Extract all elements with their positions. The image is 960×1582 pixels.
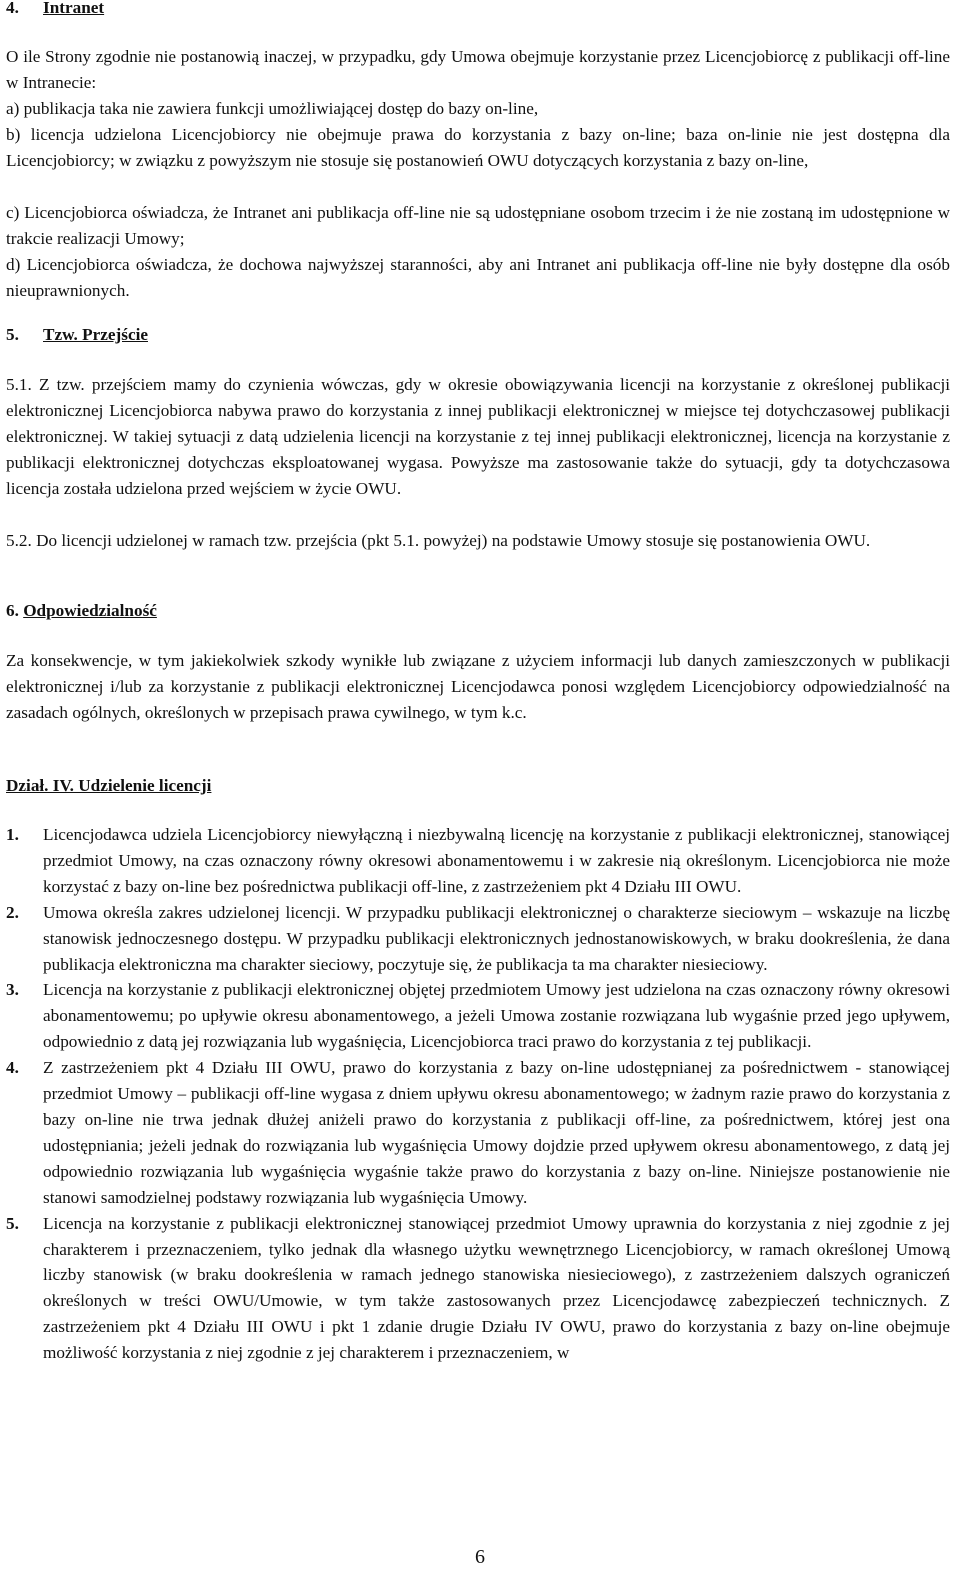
section-5-heading: [6, 322, 950, 348]
division-4-list: [6, 822, 950, 1366]
list-item: [6, 1211, 950, 1366]
list-item: [6, 1055, 950, 1210]
list-item-number: 4.: [6, 1058, 19, 1078]
section-4-number: 4.: [6, 0, 19, 17]
section-4-title: Intranet: [43, 0, 105, 17]
section-4-item-c: c) Licencjobiorca oświadcza, że Intranet ani publikacja off-line nie są udostępniane osobom trzecim i że nie zostaną im udostępnione w trakcie realizacji Umowy;: [6, 203, 950, 248]
list-item-number: 5.: [6, 1213, 19, 1233]
section-5-1-paragraph: 5.1. Z tzw. przejściem mamy do czynienia wówczas, gdy w okresie obowiązywania licencji na korzystanie z określonej publikacji elektronicznej Licencjobiorca nabywa prawo do korzystania z innej publikacji elektronicznej w miejsce tej dotychczasowej publikacji elektronicznej. W takiej sytuacji z datą udzielenia licencji na korzystanie z tej innej publikacji elektronicznej, licencja na korzystanie z publikacji elektronicznej dotychczas eksploatowanej wygasa. Powyższe ma zastosowanie także do sytuacji, gdy ta dotychczasowa licencja została udzielona przed wejściem w życie OWU.: [6, 375, 950, 498]
list-item: [6, 822, 950, 900]
list-item-number: 2.: [6, 902, 19, 922]
page-number: 6: [475, 1546, 485, 1568]
section-6-heading: [6, 598, 950, 624]
division-4-title: Dział. IV. Udzielenie licencji: [6, 776, 212, 795]
list-item-text: Umowa określa zakres udzielonej licencji. W przypadku publikacji elektronicznej o charakterze sieciowym – wskazuje na liczbę stanowisk jednoczesnego dostępu. W przypadku publikacji elektronicznych jednostanowiskowych, w braku dookreślenia, że dana publikacja elektroniczna ma charakter sieciowy, poczytuje się, że publikacja ta ma charakter niesieciowy.: [43, 902, 950, 974]
division-4-heading: [6, 773, 950, 799]
section-6-number: 6.: [6, 601, 19, 620]
list-item-number: 1.: [6, 825, 19, 844]
list-item-text: Licencjodawca udziela Licencjobiorcy niewyłączną i niezbywalną licencję na korzystanie z publikacji elektronicznej, stanowiącej przedmiot Umowy, na czas oznaczony równy okresowi abonamentowemu i w zakresie nią określonym. Licencjobiorca nie może korzystać z bazy on-line bez pośrednictwa publikacji off-line, z zastrzeżeniem pkt 4 Działu III OWU.: [43, 825, 950, 896]
section-5-2-paragraph: 5.2. Do licencji udzielonej w ramach tzw. przejścia (pkt 5.1. powyżej) na podstawie Umowy stosuje się postanowienia OWU.: [6, 531, 871, 550]
list-item-text: Licencja na korzystanie z publikacji elektronicznej stanowiącej przedmiot Umowy uprawnia do korzystania z niej zgodnie z jej charakterem i przeznaczeniem, tylko jednak dla własnego użytku wewnętrznego Licencjobiorcy, w ramach określonej Umową liczby stanowisk (w braku dookreślenia w ramach jednego stanowiska niesieciowego), z zastrzeżeniem dalszych ograniczeń określonych w treści OWU/Umowie, w tym także zastosowanych przez Licencjodawcę zabezpieczeń technicznych. Z zastrzeżeniem pkt 4 Działu III OWU i pkt 1 zdanie drugie Działu IV OWU, prawo do korzystania z bazy on-line obejmuje możliwość korzystania z niej zgodnie z jej charakterem i przeznaczeniem, w: [43, 1213, 950, 1363]
section-5-number: 5.: [6, 325, 19, 344]
list-item-number: 3.: [6, 980, 19, 1000]
section-4-paragraph: O ile Strony zgodnie nie postanowią inaczej, w przypadku, gdy Umowa obejmuje korzystanie przez Licencjobiorcę z publikacji off-line w Intranecie:: [6, 47, 950, 92]
list-item: [6, 977, 950, 1055]
list-item-text: Z zastrzeżeniem pkt 4 Działu III OWU, prawo do korzystania z bazy on-line udostępnianej za pośrednictwem - stanowiącej przedmiot Umowy – publikacji off-line wygasa z dniem upływu okresu abonamentowego; w żadnym razie prawo do korzystania z bazy on-line nie trwa jednak dłużej aniżeli prawo do korzystania z publikacji off-line, za pośrednictwem, której jest ona udostępniania; jeżeli jednak do rozwiązania lub wygaśnięcia Umowy dojdzie przed upływem okresu abonamentowego, z datą jej odpowiednio rozwiązania lub wygaśnięcia wygaśnie także prawo do korzystania z bazy on-line. Niniejsze postanowienie nie stanowi samodzielnej podstawy rozwiązania lub wygaśnięcia Umowy.: [43, 1058, 950, 1207]
section-6-title: Odpowiedzialność: [23, 601, 157, 620]
section-4-item-d: d) Licencjobiorca oświadcza, że dochowa najwyższej staranności, aby ani Intranet ani publikacja off-line nie były dostępne dla osób nieuprawnionych.: [6, 255, 950, 300]
section-4-item-b: b) licencja udzielona Licencjobiorcy nie obejmuje prawa do korzystania z bazy on-line; baza on-linie nie jest dostępna dla Licencjobiorcy; w związku z powyższym nie stosuje się postanowień OWU dotyczących korzystania z bazy on-line,: [6, 125, 950, 170]
section-6-paragraph: Za konsekwencje, w tym jakiekolwiek szkody wynikłe lub związane z użyciem informacji lub danych zamieszczonych w publikacji elektronicznej i/lub za korzystanie z publikacji elektronicznej Licencjodawca ponosi względem Licencjobiorcy odpowiedzialność na zasadach ogólnych, określonych w przepisach prawa cywilnego, w tym k.c.: [6, 651, 950, 722]
list-item: [6, 900, 950, 978]
section-4-heading: [6, 0, 950, 21]
section-4-item-a: a) publikacja taka nie zawiera funkcji umożliwiającej dostęp do bazy on-line,: [6, 99, 539, 118]
section-5-title: Tzw. Przejście: [43, 325, 148, 344]
list-item-text: Licencja na korzystanie z publikacji elektronicznej objętej przedmiotem Umowy jest udzielona na czas oznaczony równy okresowi abonamentowemu; po upływie okresu abonamentowego, a jeżeli Umowa zostanie rozwiązana lub wygaśnie przed jego upływem, odpowiednio z datą jej rozwiązania lub wygaśnięcia, Licencjobiorca traci prawo do korzystania z tej publikacji.: [43, 980, 950, 1052]
